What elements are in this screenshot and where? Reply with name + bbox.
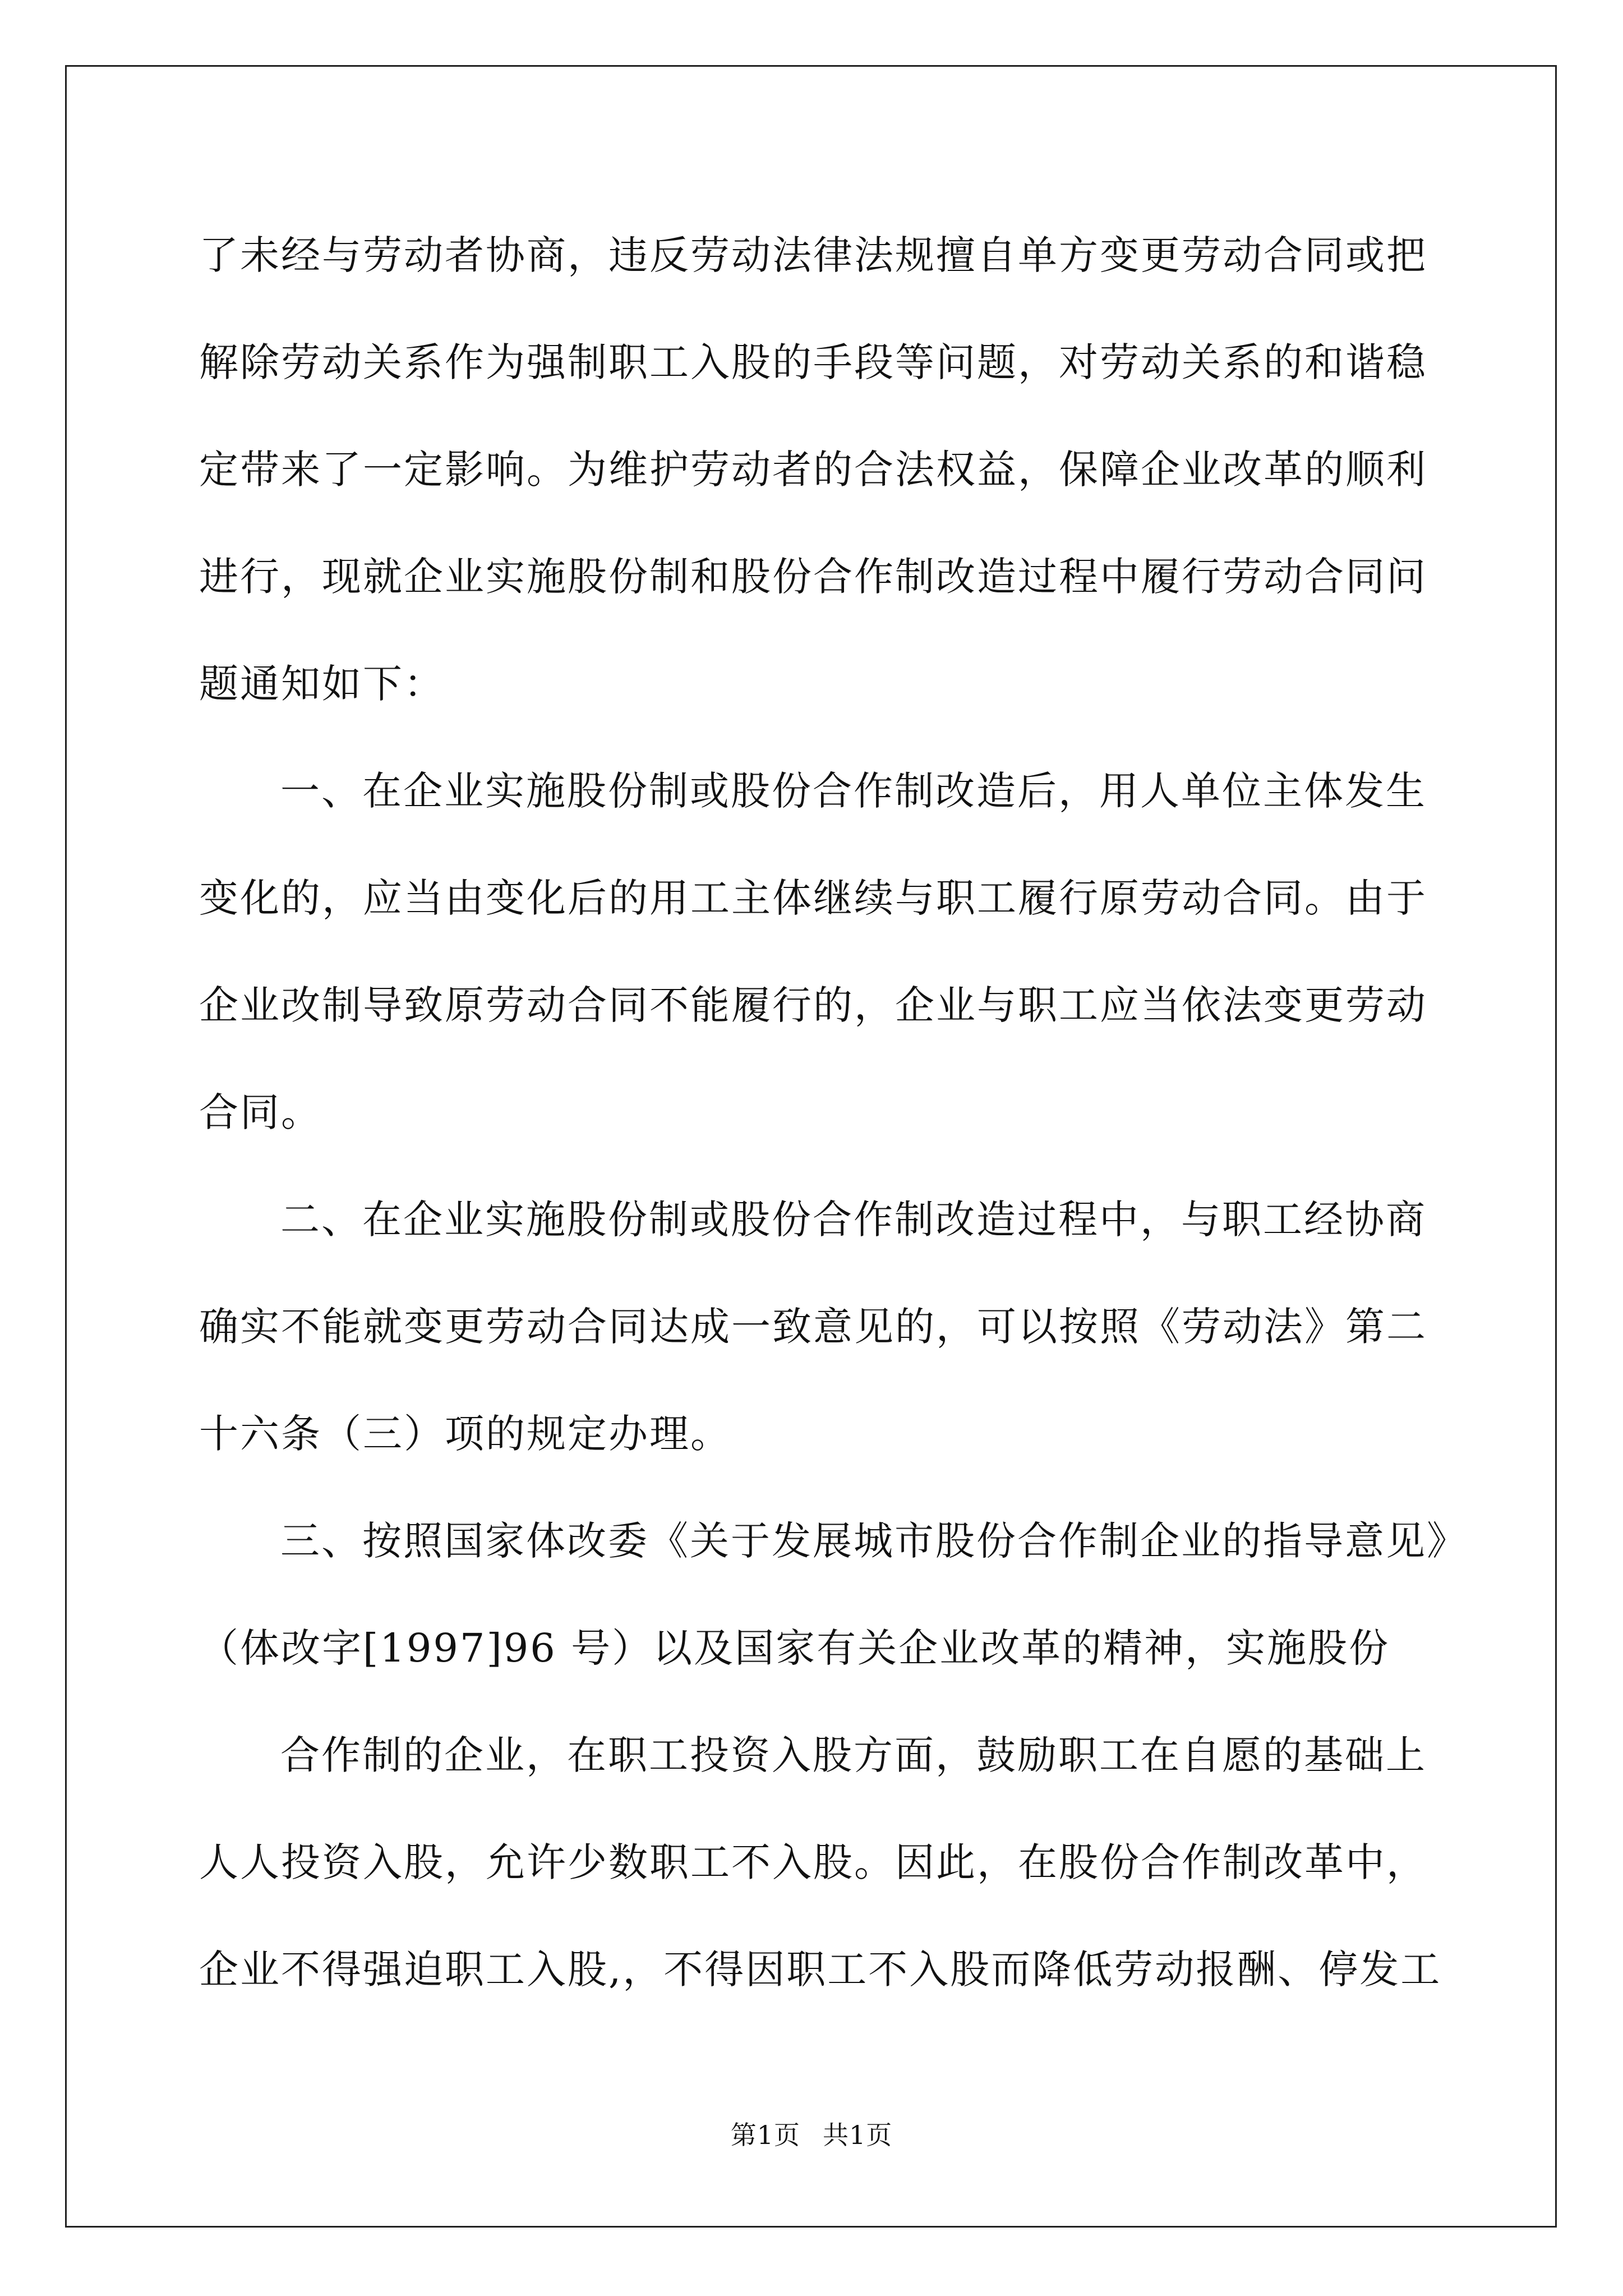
text-line-3: 定带来了一定影响。为维护劳动者的合法权益，保障企业改革的顺利	[199, 447, 1427, 493]
text-line-13: 三、按照国家体改委《关于发展城市股份合作制企业的指导意见》	[280, 1518, 1468, 1564]
text-line-1: 了未经与劳动者协商，违反劳动法律法规擅自单方变更劳动合同或把	[199, 232, 1427, 278]
text-line-6: 一、在企业实施股份制或股份合作制改造后，用人单位主体发生	[280, 768, 1427, 814]
text-line-16: 人人投资入股，允许少数职工不入股。因此，在股份合作制改革中，	[199, 1839, 1427, 1885]
text-line-14: （体改字[1997]96 号）以及国家有关企业改革的精神，实施股份	[199, 1625, 1390, 1671]
text-line-15: 合作制的企业，在职工投资入股方面，鼓励职工在自愿的基础上	[280, 1732, 1427, 1778]
text-line-2: 解除劳动关系作为强制职工入股的手段等问题，对劳动关系的和谐稳	[199, 339, 1427, 385]
text-line-4: 进行，现就企业实施股份制和股份合作制改造过程中履行劳动合同问	[199, 554, 1427, 600]
text-line-5: 题通知如下：	[199, 661, 445, 707]
text-line-8: 企业改制导致原劳动合同不能履行的，企业与职工应当依法变更劳动	[199, 982, 1427, 1028]
text-line-7: 变化的，应当由变化后的用工主体继续与职工履行原劳动合同。由于	[199, 875, 1427, 921]
page-total: 共1页	[823, 2120, 893, 2150]
text-line-17: 企业不得强迫职工入股,，不得因职工不入股而降低劳动报酬、停发工	[199, 1947, 1442, 1993]
text-line-10: 二、在企业实施股份制或股份合作制改造过程中，与职工经协商	[280, 1197, 1427, 1243]
text-line-12: 十六条（三）项的规定办理。	[199, 1411, 731, 1457]
text-line-9: 合同。	[199, 1089, 322, 1135]
page-footer	[0, 2115, 1623, 2152]
page-number: 第1页	[730, 2120, 800, 2150]
document-body	[199, 202, 1468, 2023]
text-line-11: 确实不能就变更劳动合同达成一致意见的，可以按照《劳动法》第二	[199, 1304, 1427, 1350]
